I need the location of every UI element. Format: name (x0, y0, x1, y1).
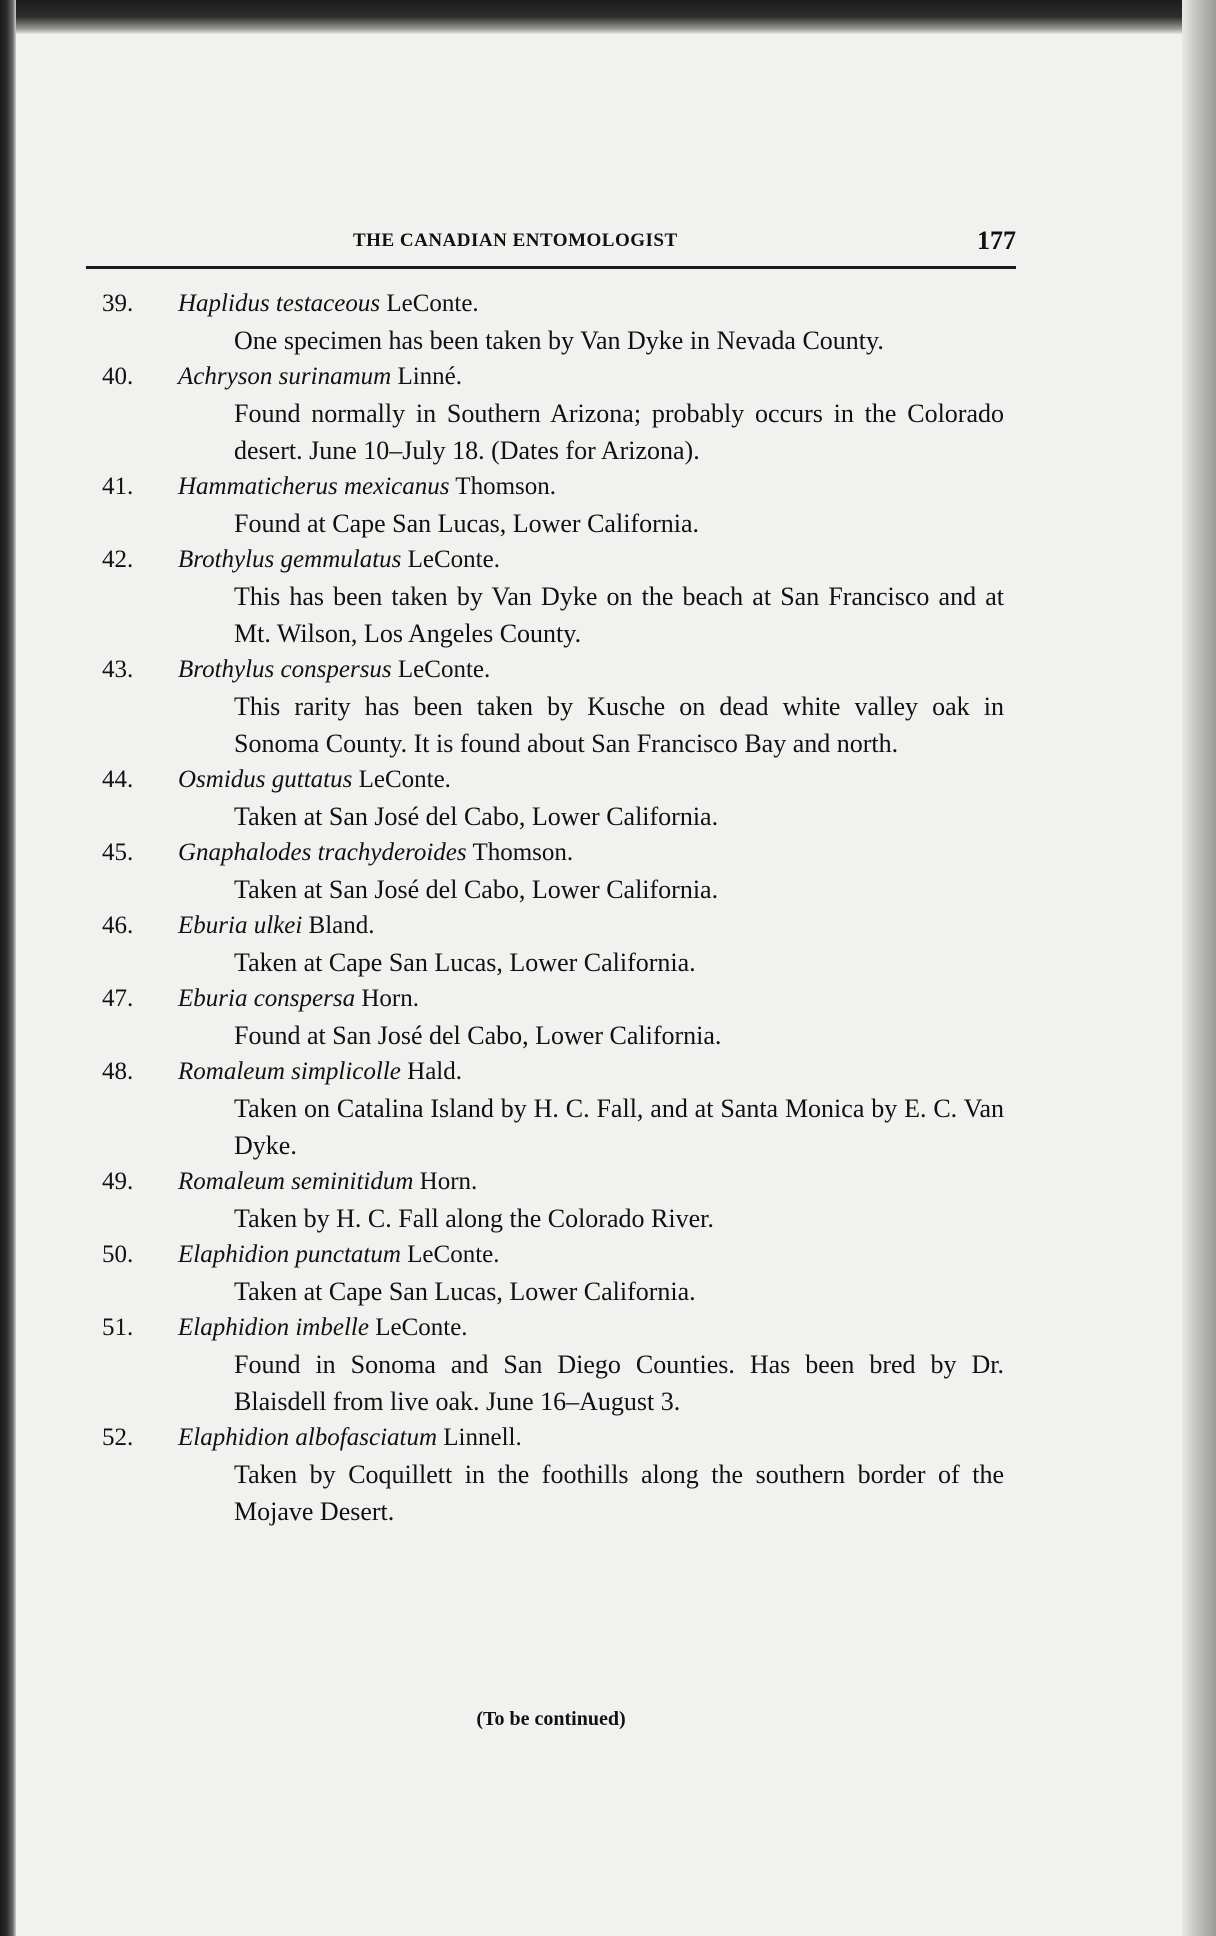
species-entry (78, 981, 1024, 1054)
species-entry (78, 469, 1024, 542)
species-author: Hald. (407, 1058, 462, 1085)
species-description: One specimen has been taken by Van Dyke in Nevada County. (234, 326, 884, 355)
species-description: Found at Cape San Lucas, Lower California. (234, 509, 699, 538)
species-description: Taken at San José del Cabo, Lower California. (234, 875, 719, 904)
species-author: Thomson. (472, 839, 574, 866)
entry-number: 50. (102, 1241, 134, 1268)
species-name (178, 908, 1024, 944)
species-name (178, 286, 1024, 322)
species-entry (78, 359, 1024, 469)
entry-number: 43. (102, 656, 134, 683)
species-binomial: Romaleum simplicolle (178, 1058, 401, 1085)
species-binomial: Gnaphalodes trachyderoides (178, 839, 467, 866)
entry-number: 44. (102, 766, 134, 793)
species-name (178, 1164, 1024, 1200)
species-author: LeConte. (407, 1241, 500, 1268)
species-description: Found at San José del Cabo, Lower California. (234, 1021, 722, 1050)
species-name (178, 652, 1024, 688)
header-rule (86, 266, 1016, 269)
species-name (178, 1420, 1024, 1456)
species-description: Found normally in Southern Arizona; probably occurs in the Colorado desert. June 10–July 18. (Dates for Arizona). (234, 399, 1004, 465)
species-binomial: Osmidus guttatus (178, 766, 353, 793)
running-title: THE CANADIAN ENTOMOLOGIST (353, 230, 678, 251)
species-author: Linnell. (443, 1424, 522, 1451)
species-binomial: Eburia ulkei (178, 912, 303, 939)
species-entry (78, 286, 1024, 359)
species-entry (78, 762, 1024, 835)
species-name (178, 469, 1024, 505)
entry-number: 40. (102, 363, 134, 390)
species-entry (78, 652, 1024, 762)
species-description: This rarity has been taken by Kusche on dead white valley oak in Sonoma County. It is found about San Francisco Bay and north. (234, 692, 1004, 758)
species-entry (78, 835, 1024, 908)
species-description: Taken at San José del Cabo, Lower California. (234, 802, 719, 831)
entry-number: 45. (102, 839, 134, 866)
species-list (78, 286, 1024, 1530)
species-description: Found in Sonoma and San Diego Counties. Has been bred by Dr. Blaisdell from live oak. June 16–August 3. (234, 1350, 1004, 1416)
entry-number: 39. (102, 290, 134, 317)
species-name (178, 1310, 1024, 1346)
species-description: Taken at Cape San Lucas, Lower California. (234, 948, 696, 977)
species-description: Taken by H. C. Fall along the Colorado River. (234, 1204, 714, 1233)
species-binomial: Hammaticherus mexicanus (178, 473, 450, 500)
species-description: Taken at Cape San Lucas, Lower California. (234, 1277, 696, 1306)
entry-number: 46. (102, 912, 134, 939)
species-author: LeConte. (358, 766, 451, 793)
species-description: Taken by Coquillett in the foothills along the southern border of the Mojave Desert. (234, 1460, 1004, 1526)
entry-number: 47. (102, 985, 134, 1012)
species-author: Linné. (397, 363, 463, 390)
entry-number: 52. (102, 1424, 134, 1451)
species-entry (78, 1420, 1024, 1530)
entry-number: 48. (102, 1058, 134, 1085)
page-top-shadow (0, 0, 1216, 34)
species-author: Horn. (361, 985, 419, 1012)
species-binomial: Haplidus testaceous (178, 290, 381, 317)
species-entry (78, 542, 1024, 652)
species-author: LeConte. (397, 656, 491, 683)
species-author: Bland. (308, 912, 375, 939)
species-name (178, 359, 1024, 395)
species-name (178, 1237, 1024, 1273)
species-name (178, 542, 1024, 578)
species-description: Taken on Catalina Island by H. C. Fall, and at Santa Monica by E. C. Van Dyke. (234, 1094, 1004, 1160)
species-entry (78, 1054, 1024, 1164)
species-author: LeConte. (407, 546, 500, 573)
page-number: 177 (977, 226, 1016, 255)
entry-number: 42. (102, 546, 134, 573)
species-entry (78, 1237, 1024, 1310)
species-entry (78, 1310, 1024, 1420)
species-entry (78, 1164, 1024, 1237)
entry-number: 49. (102, 1168, 134, 1195)
species-author: LeConte. (386, 290, 479, 317)
species-author: Horn. (419, 1168, 478, 1195)
page-right-edge (1182, 0, 1216, 1936)
entry-number: 51. (102, 1314, 134, 1341)
species-author: LeConte. (375, 1314, 468, 1341)
page-header (78, 220, 1024, 266)
species-binomial: Brothylus conspersus (178, 656, 392, 683)
species-author: Thomson. (455, 473, 556, 500)
to-be-continued-note: (To be continued) (476, 1708, 626, 1730)
species-binomial: Elaphidion punctatum (178, 1241, 401, 1268)
species-binomial: Romaleum seminitidum (178, 1168, 414, 1195)
species-binomial: Elaphidion albofasciatum (178, 1424, 438, 1451)
species-name (178, 981, 1024, 1017)
species-binomial: Brothylus gemmulatus (178, 546, 402, 573)
entry-number: 41. (102, 473, 134, 500)
species-name (178, 835, 1024, 871)
species-description: This has been taken by Van Dyke on the beach at San Francisco and at Mt. Wilson, Los Angeles County. (234, 582, 1004, 648)
book-spine-edge (0, 0, 16, 1936)
journal-page (78, 220, 1024, 1730)
species-binomial: Achryson surinamum (178, 363, 392, 390)
species-name (178, 762, 1024, 798)
species-entry (78, 908, 1024, 981)
species-binomial: Elaphidion imbelle (178, 1314, 369, 1341)
species-binomial: Eburia conspersa (178, 985, 356, 1012)
species-name (178, 1054, 1024, 1090)
